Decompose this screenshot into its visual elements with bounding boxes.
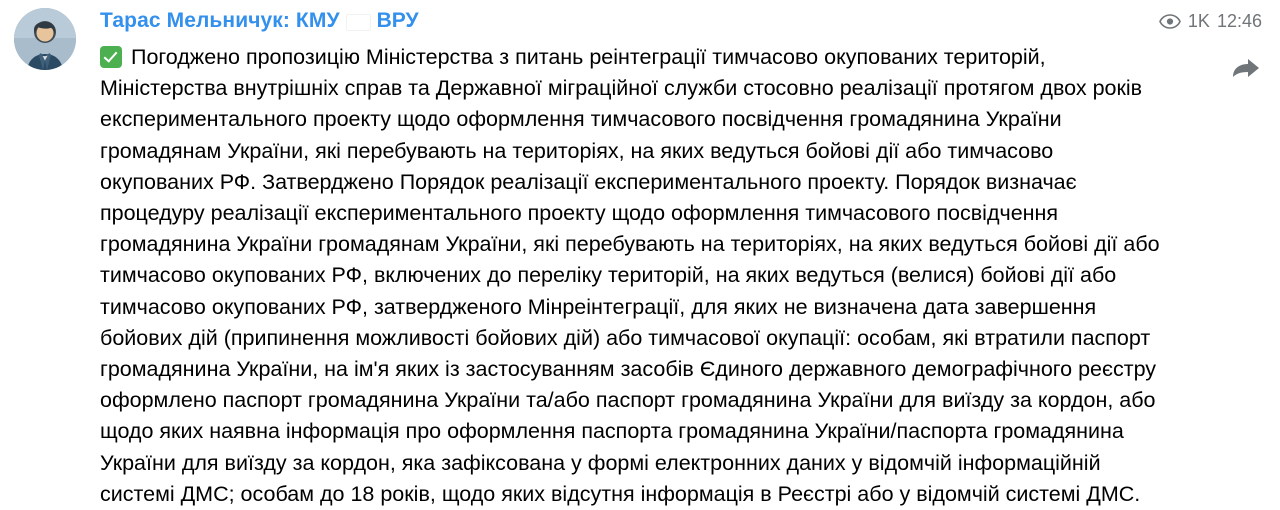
share-button[interactable] — [1230, 52, 1262, 84]
message-meta — [1159, 11, 1262, 32]
message-text-block — [100, 42, 1170, 510]
avatar[interactable] — [14, 8, 76, 70]
timestamp: 12:46 — [1216, 11, 1262, 31]
channel-secondary-name[interactable]: ВРУ — [376, 9, 419, 32]
message-text: Погоджено пропозицію Міністерства з питань реінтеграції тимчасово окупованих територій, Міністерства внутрішніх справ та Державної міграційної служби стосовно реалізації протягом двох років експериментального проекту щодо оформлення тимчасового посвідчення громадянина України громадянам України, які перебувають на територіях, на яких ведуться бойові дії або тимчасово окупованих РФ. Затверджено Порядок реалізації експериментального проекту. Порядок визначає процедуру реалізації експериментального проекту щодо оформлення тимчасового посвідчення громадянина України громадянам України, які перебувають на територіях, на яких ведуться бойові дії або тимчасово окупованих РФ, включених до переліку територій, на яких ведуться (велися) бойові дії або тимчасово окупованих РФ, затвердженого Мінреінтеграції, для яких не визначена дата завершення бойових дій (припинення можливості бойових дій) або тимчасової окупації: особам, які втратили паспорт громадянина України, на ім'я яких із застосуванням засобів Єдиного державного демографічного реєстру оформлено паспорт громадянина України та/або паспорт громадянина України для виїзду за кордон, або щодо яких наявна інформація про оформлення паспорта громадянина України/паспорта громадянина України для виїзду за кордон, яка зафіксована у формі електронних даних у відомчій інформаційній системі ДМС; особам до 18 років, щодо яких відсутня інформація в Реєстрі або у відомчій системі ДМС. — [100, 45, 1166, 506]
message-header — [100, 9, 419, 33]
ukraine-flag-icon — [346, 13, 371, 32]
view-count: 1K — [1187, 11, 1210, 31]
green-check-icon — [100, 46, 122, 68]
channel-name[interactable]: Тарас Мельничук: КМУ — [100, 9, 340, 32]
eye-icon — [1159, 14, 1181, 29]
